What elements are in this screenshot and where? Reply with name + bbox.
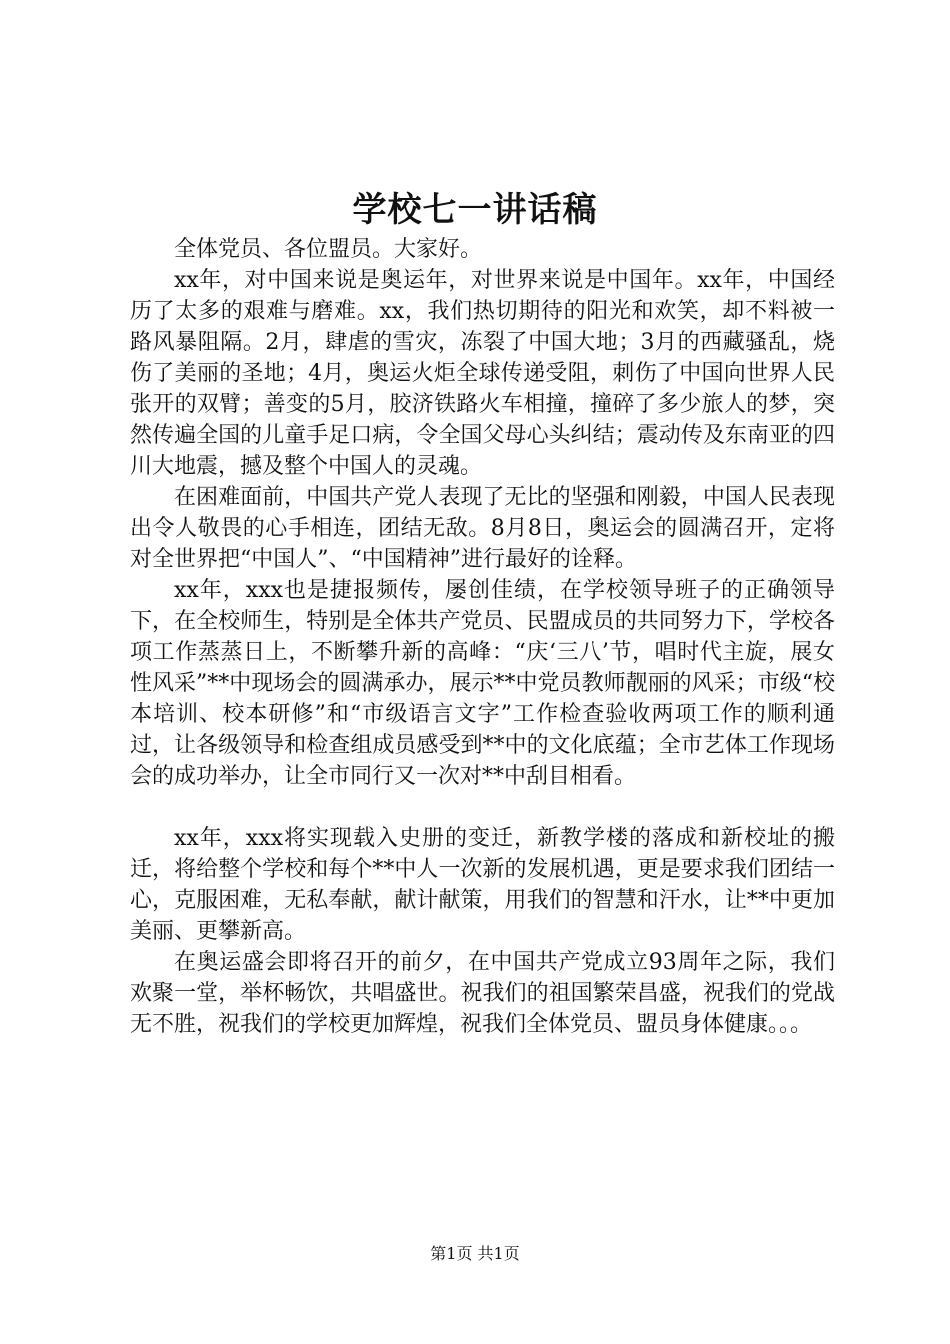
- paragraph-closing: 在奥运盛会即将召开的前夕，在中国共产党成立93周年之际，我们欢聚一堂，举杯畅饮，共唱盛世。祝我们的祖国繁荣昌盛，祝我们的党战无不胜，祝我们的学校更加辉煌，祝我们全体党员、盟员身体健康。。。: [130, 950, 835, 1037]
- document-title: 学校七一讲话稿: [352, 190, 598, 230]
- paragraph-school-future: xx年，xxx将实现载入史册的变迁，新教学楼的落成和新校址的搬迁，将给整个学校和每个**中人一次新的发展机遇，更是要求我们团结一心，克服困难，无私奉献，献计献策，用我们的智慧和汗水，让**中更加美丽、更攀新高。: [130, 826, 835, 944]
- paragraph-hardships: xx年，对中国来说是奥运年，对世界来说是中国年。xx年，中国经历了太多的艰难与磨难。xx，我们热切期待的阳光和欢笑，却不料被一路风暴阻隔。2月，肆虐的雪灾，冻裂了中国大地；3月的西藏骚乱，烧伤了美丽的圣地；4月，奥运火炬全球传递受阻，刺伤了中国向世界人民张开的双臂；善变的5月，胶济铁路火车相撞，撞碎了多少旅人的梦，突然传遍全国的儿童手足口病，令全国父母心头纠结；震动传及东南亚的四川大地震，撼及整个中国人的灵魂。: [130, 268, 835, 479]
- paragraph-greeting: 全体党员、各位盟员。大家好。: [174, 237, 483, 262]
- paragraph-party-strength: 在困难面前，中国共产党人表现了无比的坚强和刚毅，中国人民表现出令人敬畏的心手相连，团结无敌。8月8日，奥运会的圆满召开，定将对全世界把“中国人”、“中国精神”进行最好的诠释。: [130, 485, 835, 572]
- page-footer: 第1页 共1页: [430, 1244, 520, 1263]
- paragraph-school-achievements: xx年，xxx也是捷报频传，屡创佳绩，在学校领导班子的正确领导下，在全校师生，特别是全体共产党员、民盟成员的共同努力下，学校各项工作蒸蒸日上，不断攀升新的高峰：“庆‘三八’节，唱时代主旋，展女性风采”**中现场会的圆满承办，展示**中党员教师靓丽的风采；市级“校本培训、校本研修”和“市级语言文字”工作检查验收两项工作的顺利通过，让各级领导和检查组成员感受到**中的文化底蕴；全市艺体工作现场会的成功举办，让全市同行又一次对**中刮目相看。: [130, 578, 835, 789]
- document-body: [130, 234, 835, 1040]
